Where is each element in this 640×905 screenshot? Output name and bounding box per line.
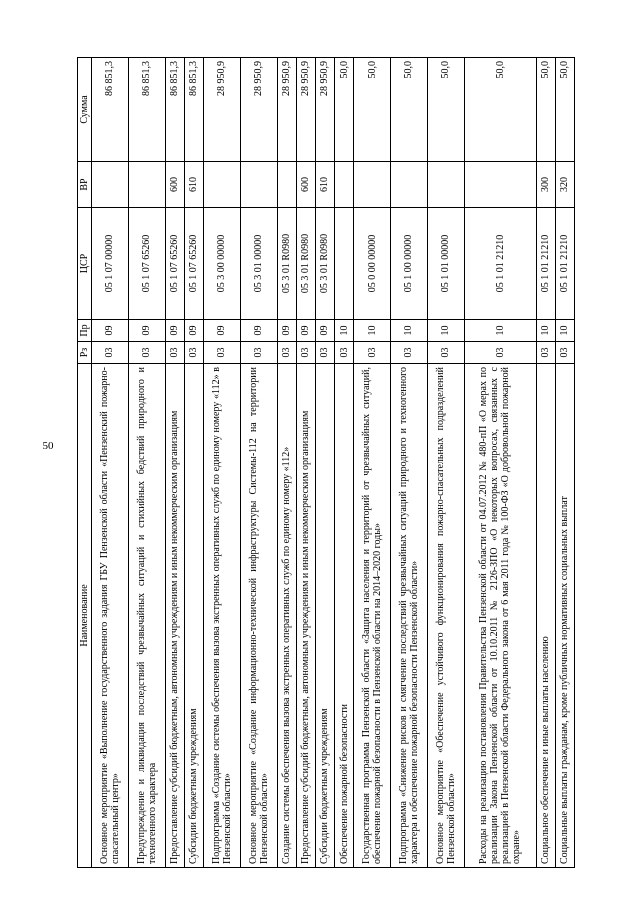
cell-csr: 05 1 01 21210	[464, 208, 536, 320]
cell-vr	[464, 162, 536, 208]
cell-name: Субсидии бюджетным учреждениям	[184, 364, 203, 868]
cell-name: Предупреждение и ликвидация последствий чрезвычайных ситуаций и стихийных бедствий природного и техногенного характера	[128, 364, 165, 868]
cell-vr	[354, 162, 391, 208]
cell-sum: 50,0	[536, 58, 555, 162]
cell-pr: 10	[354, 320, 391, 342]
cell-sum: 28 950,9	[277, 58, 296, 162]
cell-rz: 03	[184, 342, 203, 364]
cell-csr: 05 1 01 21210	[536, 208, 555, 320]
table-row	[92, 58, 129, 868]
page-number: 50	[42, 440, 54, 452]
table-row	[427, 58, 464, 868]
cell-name: Основное мероприятие «Обеспечение устойчивого функционирования пожарно-спасательных подразделений Пензенской области»	[427, 364, 464, 868]
cell-name: Предоставление субсидий бюджетным, автономным учреждениям и иным некоммерческим организациям	[165, 364, 184, 868]
header-csr: ЦСР	[78, 208, 92, 320]
cell-rz: 03	[536, 342, 555, 364]
cell-csr: 05 1 07 65260	[128, 208, 165, 320]
cell-sum: 28 950,9	[296, 58, 315, 162]
cell-rz: 03	[203, 342, 240, 364]
cell-pr: 09	[240, 320, 277, 342]
cell-rz: 03	[128, 342, 165, 364]
cell-pr: 09	[315, 320, 334, 342]
cell-name: Социальное обеспечение и иные выплаты населению	[536, 364, 555, 868]
cell-rz: 03	[240, 342, 277, 364]
header-rz: Рз	[78, 342, 92, 364]
cell-vr: 610	[184, 162, 203, 208]
cell-csr: 05 1 01 00000	[427, 208, 464, 320]
cell-vr: 600	[165, 162, 184, 208]
table-row	[536, 58, 555, 868]
cell-sum: 28 950,9	[240, 58, 277, 162]
cell-rz: 03	[464, 342, 536, 364]
cell-vr: 300	[536, 162, 555, 208]
cell-rz: 03	[427, 342, 464, 364]
cell-vr: 600	[296, 162, 315, 208]
budget-table	[77, 57, 575, 868]
header-row	[78, 58, 92, 868]
cell-vr	[92, 162, 129, 208]
cell-pr: 09	[296, 320, 315, 342]
cell-csr: 05 3 01 00000	[240, 208, 277, 320]
cell-rz: 03	[296, 342, 315, 364]
cell-name: Основное мероприятие «Выполнение государственного задания ГБУ Пензенской области «Пензенский пожарно-спасательный центр»	[92, 364, 129, 868]
cell-vr	[427, 162, 464, 208]
cell-rz: 03	[277, 342, 296, 364]
table-header	[78, 58, 92, 868]
cell-rz: 03	[391, 342, 428, 364]
table-row	[184, 58, 203, 868]
table-row	[165, 58, 184, 868]
cell-sum: 28 950,9	[315, 58, 334, 162]
cell-csr: 05 1 00 00000	[391, 208, 428, 320]
cell-sum: 50,0	[335, 58, 354, 162]
cell-vr	[335, 162, 354, 208]
cell-name: Подпрограмма «Создание системы обеспечения вызова экстренных оперативных служб по единому номеру «112» в Пензенской области»	[203, 364, 240, 868]
cell-pr: 09	[203, 320, 240, 342]
table-row	[555, 58, 574, 868]
header-pr: Пр	[78, 320, 92, 342]
cell-sum: 50,0	[464, 58, 536, 162]
cell-csr: 05 3 01 R0980	[277, 208, 296, 320]
cell-rz: 03	[335, 342, 354, 364]
cell-csr	[335, 208, 354, 320]
header-vr: ВР	[78, 162, 92, 208]
cell-csr: 05 3 01 R0980	[315, 208, 334, 320]
cell-name: Предоставление субсидий бюджетным, автономным учреждениям и иным некоммерческим организациям	[296, 364, 315, 868]
cell-csr: 05 3 01 R0980	[296, 208, 315, 320]
rotated-page-content	[77, 58, 575, 868]
cell-pr: 10	[464, 320, 536, 342]
cell-pr: 10	[391, 320, 428, 342]
cell-name: Обеспечение пожарной безопасности	[335, 364, 354, 868]
cell-sum: 86 851,3	[184, 58, 203, 162]
cell-name: Государственная программа Пензенской области «Защита населения и территорий от чрезвычайных ситуаций, обеспечение пожарной безопасности в Пензенской области на 2014–2020 годы»	[354, 364, 391, 868]
table-row	[464, 58, 536, 868]
cell-csr: 05 1 01 21210	[555, 208, 574, 320]
cell-sum: 28 950,9	[203, 58, 240, 162]
cell-vr: 610	[315, 162, 334, 208]
cell-csr: 05 3 00 00000	[203, 208, 240, 320]
table-row	[315, 58, 334, 868]
cell-csr: 05 1 07 65260	[165, 208, 184, 320]
cell-name: Подпрограмма «Снижение рисков и смягчение последствий чрезвычайных ситуаций природного и техногенного характера и обеспечение пожарной безопасности Пензенской области»	[391, 364, 428, 868]
cell-vr	[128, 162, 165, 208]
cell-pr: 10	[427, 320, 464, 342]
table-body	[92, 58, 575, 868]
table-row	[335, 58, 354, 868]
cell-pr: 10	[555, 320, 574, 342]
cell-name: Создание системы обеспечения вызова экстренных оперативных служб по единому номеру «112»	[277, 364, 296, 868]
cell-vr: 320	[555, 162, 574, 208]
cell-sum: 50,0	[354, 58, 391, 162]
cell-pr: 09	[184, 320, 203, 342]
cell-rz: 03	[315, 342, 334, 364]
cell-name: Расходы на реализацию постановления Правительства Пензенской области от 04.07.2012 № 480-пП «О мерах по реализации Закона Пензенской области от 10.10.2011 № 2126-ЗПО «О некоторых вопросах, связанных с реализацией в Пензенской области Федерального закона от 6 мая 2011 года № 100-ФЗ «О добровольной пожарной охране»	[464, 364, 536, 868]
table-row	[203, 58, 240, 868]
table-row	[391, 58, 428, 868]
cell-sum: 50,0	[555, 58, 574, 162]
header-name: Наименование	[78, 364, 92, 868]
cell-rz: 03	[165, 342, 184, 364]
cell-csr: 05 1 07 65260	[184, 208, 203, 320]
cell-pr: 09	[128, 320, 165, 342]
cell-vr	[391, 162, 428, 208]
cell-rz: 03	[555, 342, 574, 364]
cell-rz: 03	[92, 342, 129, 364]
table-row	[128, 58, 165, 868]
cell-rz: 03	[354, 342, 391, 364]
table-row	[296, 58, 315, 868]
cell-name: Основное мероприятие «Создание информационно-технической инфраструктуры Системы-112 на территории Пензенской области»	[240, 364, 277, 868]
cell-sum: 86 851,3	[165, 58, 184, 162]
cell-pr: 09	[165, 320, 184, 342]
cell-pr: 10	[335, 320, 354, 342]
cell-sum: 86 851,3	[92, 58, 129, 162]
cell-csr: 05 1 07 00000	[92, 208, 129, 320]
table-row	[354, 58, 391, 868]
cell-pr: 09	[92, 320, 129, 342]
cell-vr	[203, 162, 240, 208]
cell-sum: 86 851,3	[128, 58, 165, 162]
cell-name: Субсидии бюджетным учреждениям	[315, 364, 334, 868]
cell-pr: 10	[536, 320, 555, 342]
table-row	[277, 58, 296, 868]
cell-sum: 50,0	[391, 58, 428, 162]
header-sum: Сумма	[78, 58, 92, 162]
cell-name: Социальные выплаты гражданам, кроме публичных нормативных социальных выплат	[555, 364, 574, 868]
cell-vr	[277, 162, 296, 208]
table-row	[240, 58, 277, 868]
cell-sum: 50,0	[427, 58, 464, 162]
cell-pr: 09	[277, 320, 296, 342]
cell-vr	[240, 162, 277, 208]
cell-csr: 05 0 00 00000	[354, 208, 391, 320]
